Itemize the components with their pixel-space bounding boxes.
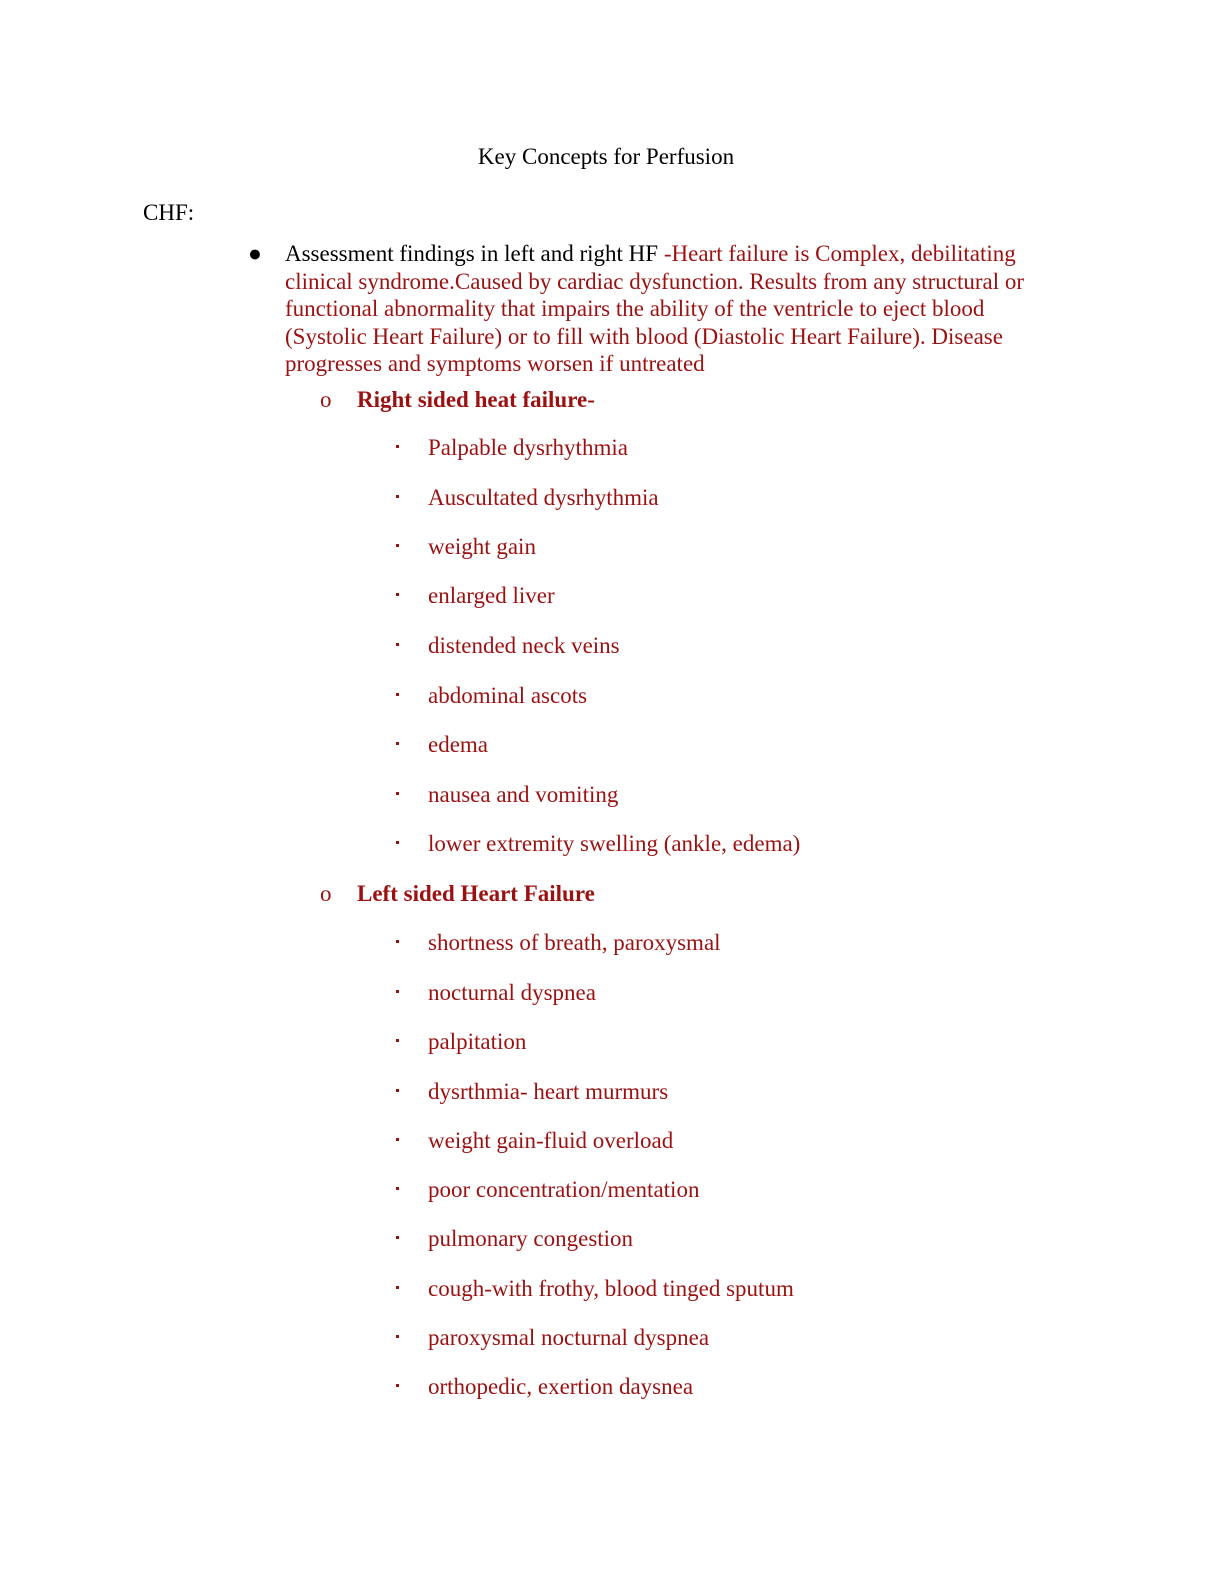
- square-bullet-icon: [396, 940, 399, 943]
- square-bullet-icon: [396, 593, 399, 596]
- main-bullet-text: [285, 240, 1065, 378]
- square-bullet-icon: [396, 643, 399, 646]
- left-sided-heading-label: Left sided Heart Failure: [357, 881, 595, 906]
- document-page: Key Concepts for Perfusion CHF: ● Assessment findings in left and right HF -Heart failure is Complex, debilitating clinical syndrome.Caused by cardiac dysfunction. Results from any structural or functional abnormality that impairs the ability of the ventricle to eject blood (Systolic Heart Failure) or to fill with blood (Diastolic Heart Failure). Disease progresses and symptoms worsen if untreated o Right sided heat failure- Palpable dysrhythmia Auscultated dysrhythmia weight gain enlarged liver distended neck veins abdominal ascots edema nausea and vomiting lower extremity swelling (ankle, edema) o Left sided Heart Failure shortness of breath, paroxysmal nocturnal dyspnea palpitation dysrthmia- heart murmurs weight gain-fluid overload poor concentration/mentation pulmonary congestion cough-with frothy, blood tinged sputum paroxysmal nocturnal dyspnea orthopedic, exertion daysnea: [0, 0, 1224, 1584]
- square-bullet-icon: [396, 1089, 399, 1092]
- square-bullet-icon: [396, 792, 399, 795]
- square-bullet-icon: [396, 1286, 399, 1289]
- square-bullet-icon: [396, 841, 399, 844]
- main-bullet-lead: Assessment findings in left and right HF: [285, 241, 659, 266]
- section-label-chf: CHF:: [143, 200, 195, 225]
- right-sided-heading-label: Right sided heat failure-: [357, 387, 595, 412]
- square-bullet-icon: [396, 1039, 399, 1042]
- hollow-circle-icon: o: [320, 387, 332, 412]
- square-bullet-icon: [396, 1384, 399, 1387]
- square-bullet-icon: [396, 742, 399, 745]
- square-bullet-icon: [396, 1187, 399, 1190]
- square-bullet-icon: [396, 1335, 399, 1338]
- hollow-circle-icon: o: [320, 881, 332, 906]
- square-bullet-icon: [396, 990, 399, 993]
- square-bullet-icon: [396, 693, 399, 696]
- square-bullet-icon: [396, 495, 399, 498]
- square-bullet-icon: [396, 1236, 399, 1239]
- main-bullet-description: -Heart failure is Complex, debilitating clinical syndrome.Caused by cardiac dysfunction. Results from any structural or functional abnormality that impairs the ability of the ventricle to eject blood (Systolic Heart Failure) or to fill with blood (Diastolic Heart Failure). Disease progresses and symptoms worsen if untreated: [285, 241, 1024, 376]
- square-bullet-icon: [396, 544, 399, 547]
- page-title: Key Concepts for Perfusion: [477, 144, 735, 169]
- bullet-dot-icon: ●: [248, 241, 262, 266]
- square-bullet-icon: [396, 1138, 399, 1141]
- square-bullet-icon: [396, 445, 399, 448]
